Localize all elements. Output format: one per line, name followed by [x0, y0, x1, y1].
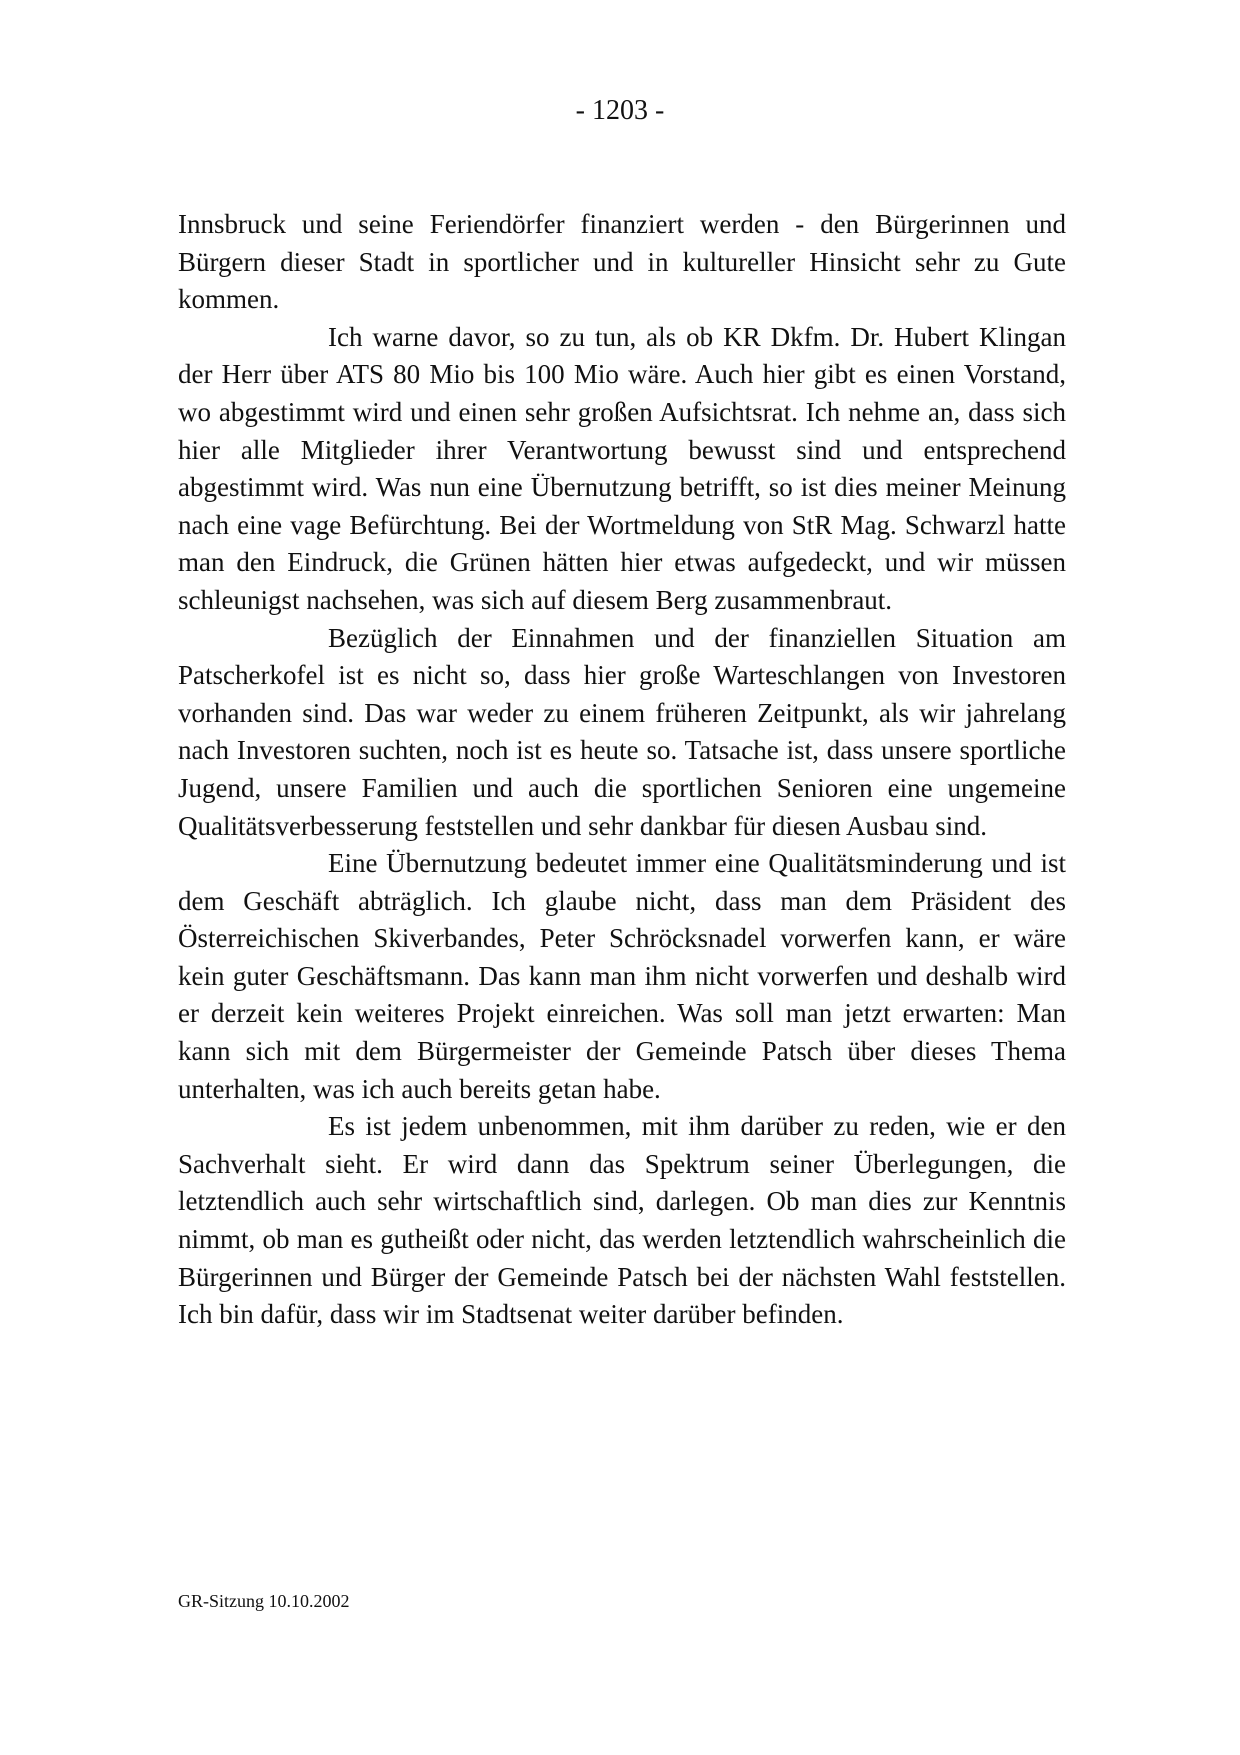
paragraph: Eine Übernutzung bedeutet immer eine Qualitätsminderung und ist dem Geschäft abträglich. Ich glaube nicht, dass man dem Präsident des Österreichischen Skiverbandes, Peter Schröcksnadel vorwerfen kann, er wäre kein guter Geschäftsmann. Das kann man ihm nicht vorwerfen und deshalb wird er derzeit kein weiteres Projekt einreichen. Was soll man jetzt erwarten: Man kann sich mit dem Bürgermeister der Gemeinde Patsch über dieses Thema unterhalten, was ich auch bereits getan habe. [178, 848, 1066, 1104]
footer-session-date: GR-Sitzung 10.10.2002 [178, 1591, 350, 1611]
document-body [178, 206, 1066, 1334]
paragraph: Es ist jedem unbenommen, mit ihm darüber zu reden, wie er den Sachverhalt sieht. Er wird dann das Spektrum seiner Überlegungen, die letztendlich auch sehr wirtschaftlich sind, darlegen. Ob man dies zur Kenntnis nimmt, ob man es gutheißt oder nicht, das werden letztendlich wahrscheinlich die Bürgerinnen und Bürger der Gemeinde Patsch bei der nächsten Wahl feststellen. Ich bin dafür, dass wir im Stadtsenat weiter darüber befinden. [178, 1111, 1066, 1330]
paragraph: Bezüglich der Einnahmen und der finanziellen Situation am Patscherkofel ist es nicht so, dass hier große Warteschlangen von Investoren vorhanden sind. Das war weder zu einem früheren Zeitpunkt, als wir jahrelang nach Investoren suchten, noch ist es heute so. Tatsache ist, dass unsere sportliche Jugend, unsere Familien und auch die sportlichen Senioren eine ungemeine Qualitätsverbesserung feststellen und sehr dankbar für diesen Ausbau sind. [178, 622, 1066, 841]
paragraph: Ich warne davor, so zu tun, als ob KR Dkfm. Dr. Hubert Klingan der Herr über ATS 80 Mio bis 100 Mio wäre. Auch hier gibt es einen Vorstand, wo abgestimmt wird und einen sehr großen Aufsichtsrat. Ich nehme an, dass sich hier alle Mitglieder ihrer Verantwortung bewusst sind und entsprechend abgestimmt wird. Was nun eine Übernutzung betrifft, so ist dies meiner Meinung nach eine vage Befürchtung. Bei der Wortmeldung von StR Mag. Schwarzl hatte man den Eindruck, die Grünen hätten hier etwas aufgedeckt, und wir müssen schleunigst nachsehen, was sich auf diesem Berg zusammenbraut. [178, 321, 1066, 615]
page-number: - 1203 - [575, 95, 665, 126]
paragraph: Innsbruck und seine Feriendörfer finanziert werden - den Bürgerinnen und Bürgern dieser Stadt in sportlicher und in kultureller Hinsicht sehr zu Gute kommen. [178, 209, 1066, 315]
